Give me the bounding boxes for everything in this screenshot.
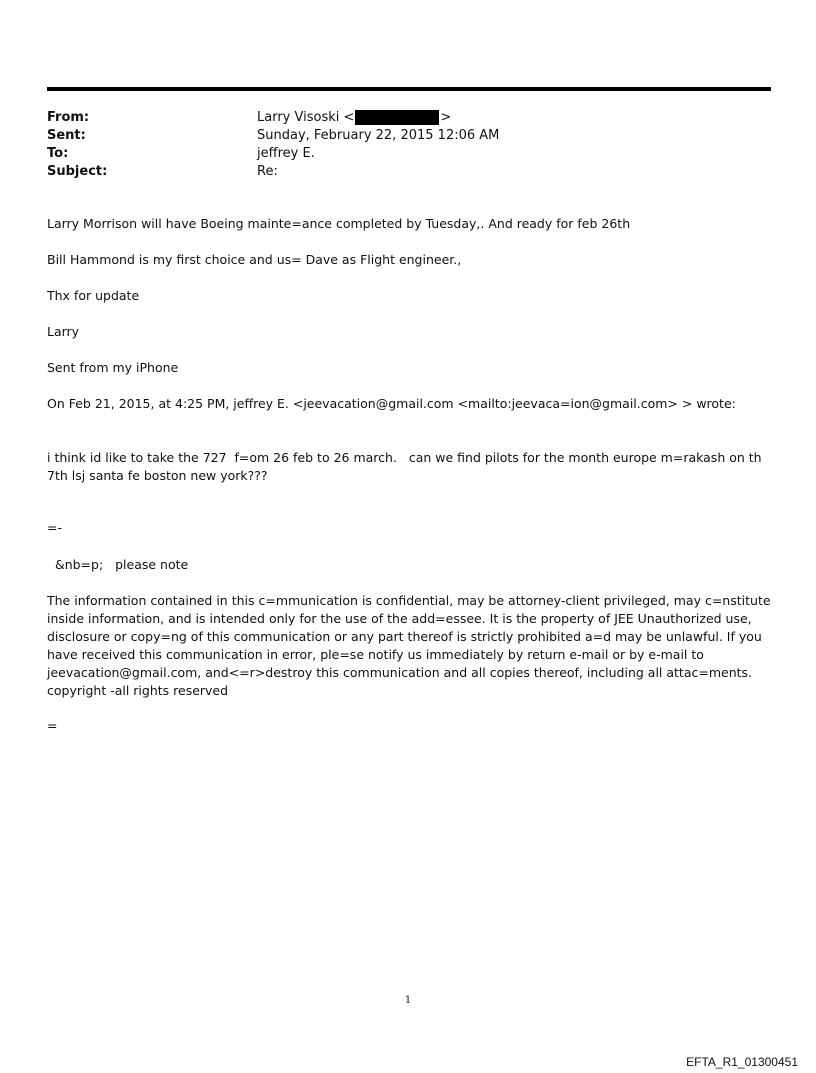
redaction-box — [355, 110, 439, 125]
subject-label: Subject: — [47, 163, 108, 179]
quoted-header: On Feb 21, 2015, at 4:25 PM, jeffrey E. <jeevacation@gmail.com <mailto:jeevaca=ion@gmail.com> > wrote: — [47, 396, 736, 411]
sent-row — [47, 126, 747, 144]
body-paragraph: Thx for update — [47, 288, 140, 303]
from-row — [47, 108, 747, 126]
subject-row — [47, 162, 747, 180]
body-paragraph: &nb=p; please note — [47, 557, 189, 572]
body-paragraph: Bill Hammond is my first choice and us= Dave as Flight engineer., — [47, 252, 462, 267]
body-paragraph: =- — [47, 520, 62, 535]
from-label: From: — [47, 109, 90, 125]
document-id: EFTA_R1_01300451 — [686, 1055, 798, 1069]
from-name: Larry Visoski < — [257, 109, 355, 125]
to-label: To: — [47, 145, 69, 161]
page-number: 1 — [404, 995, 412, 1006]
to-value: jeffrey E. — [257, 145, 315, 161]
from-close: > — [440, 109, 452, 125]
body-paragraph: = — [47, 718, 58, 733]
body-paragraph: Sent from my iPhone — [47, 360, 179, 375]
from-value — [257, 110, 451, 125]
top-rule — [47, 87, 771, 91]
email-header — [47, 108, 747, 180]
quoted-message: i think id like to take the 727 f=om 26 feb to 26 march. can we find pilots for the month europe m=rakash on th 7th lsj santa fe boston new york??? — [47, 450, 766, 483]
sent-value: Sunday, February 22, 2015 12:06 AM — [257, 127, 500, 143]
subject-value: Re: — [257, 163, 278, 179]
sent-label: Sent: — [47, 127, 86, 143]
body-paragraph: Larry Morrison will have Boeing mainte=ance completed by Tuesday,. And ready for feb 26th — [47, 216, 631, 231]
body-paragraph: Larry — [47, 324, 80, 339]
confidentiality-notice: The information contained in this c=mmunication is confidential, may be attorney-client privileged, may c=nstitute inside information, and is intended only for the use of the add=essee. It is the property of JEE Unauthorized use, disclosure or copy=ng of this communication or any part thereof is strictly prohibited a=d may be unlawful. If you have received this communication in error, ple=se notify us immediately by return e-mail or by e-mail to jeevacation@gmail.com, and<=r>destroy this communication and all copies thereof, including all attac=ments. copyright -all rights reserved — [47, 593, 775, 698]
to-row — [47, 144, 747, 162]
